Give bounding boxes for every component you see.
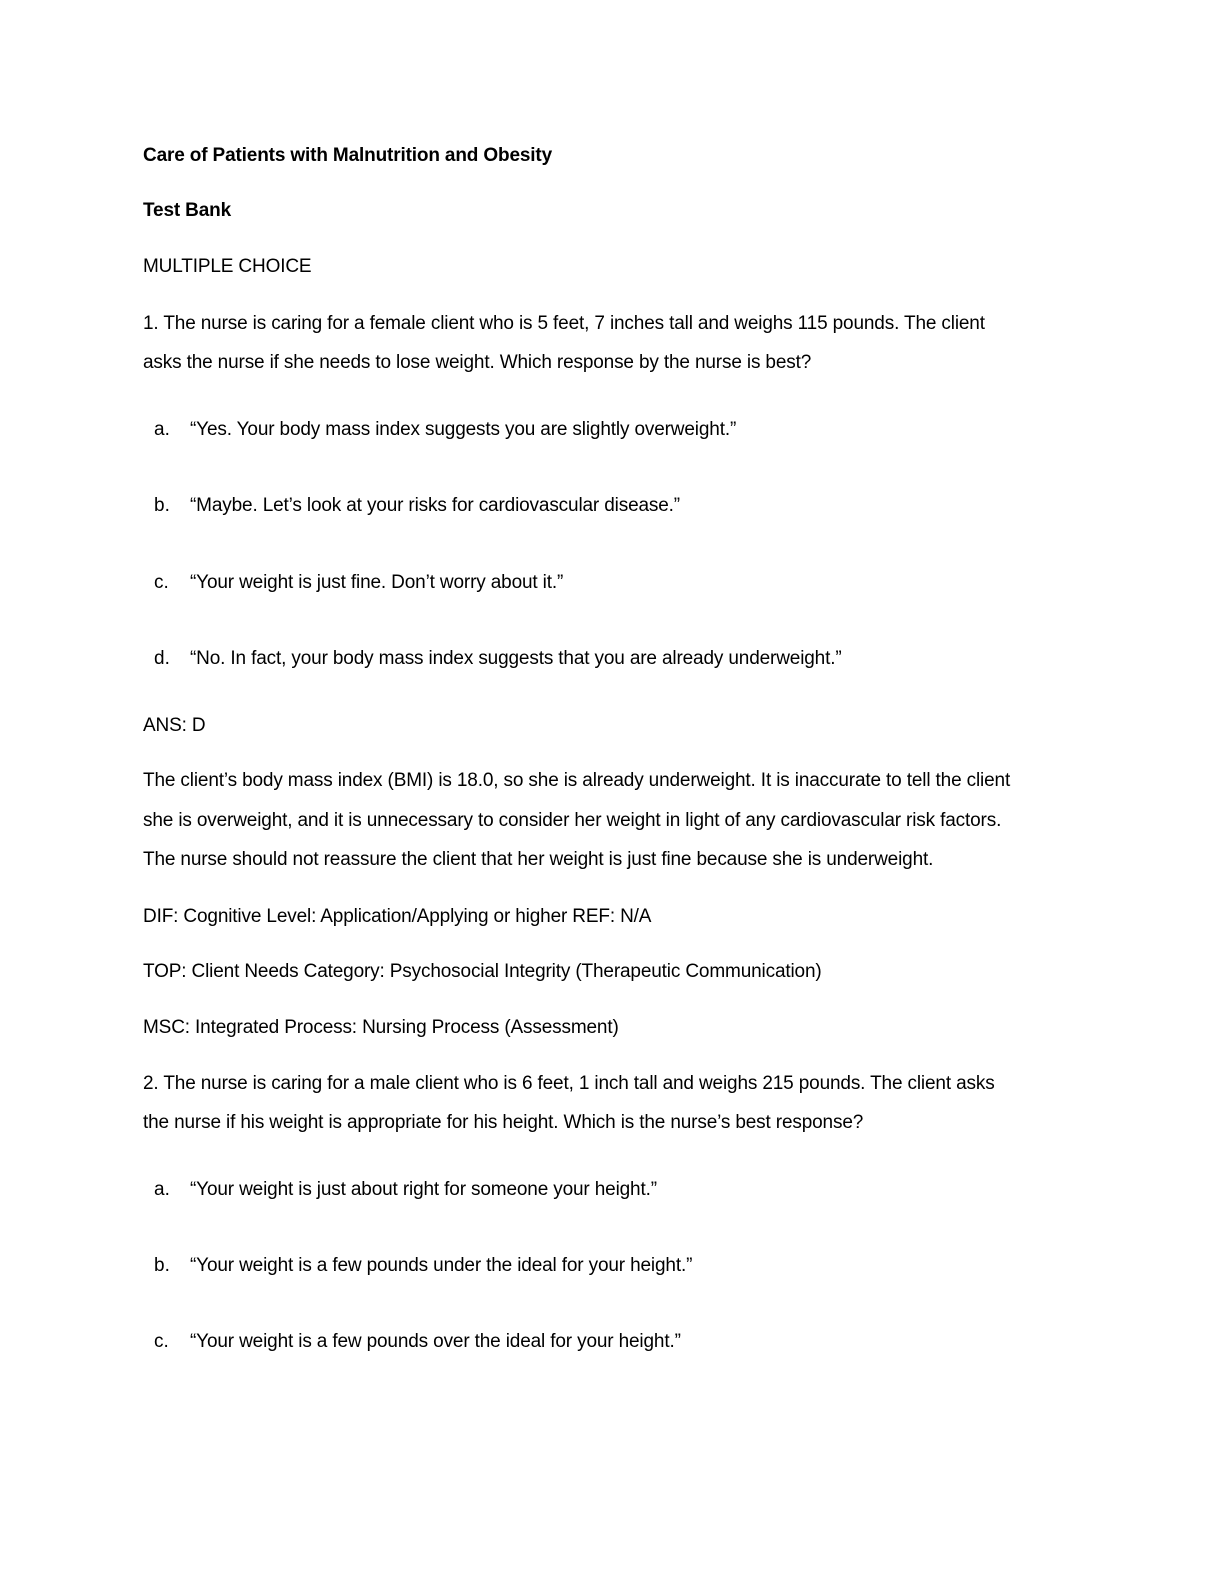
question-1-option-d-text: “No. In fact, your body mass index suggests that you are already underweight.” [190, 648, 842, 669]
question-1-misc: MSC: Integrated Process: Nursing Process (Assessment) [143, 1017, 619, 1038]
document-title: Care of Patients with Malnutrition and Obesity [143, 145, 553, 166]
question-1-rationale-line-1: The client’s body mass index (BMI) is 18.0, so she is already underweight. It is inaccurate to tell the client [143, 770, 1011, 791]
question-1-rationale-line-3: The nurse should not reassure the client that her weight is just fine because she is underweight. [143, 849, 934, 870]
question-1-option-b-text: “Maybe. Let’s look at your risks for cardiovascular disease.” [190, 495, 680, 516]
question-2-option-a-letter: a. [154, 1179, 170, 1200]
section-heading: MULTIPLE CHOICE [143, 256, 312, 277]
document-subtitle: Test Bank [143, 200, 232, 221]
question-2-option-b-letter: b. [154, 1255, 170, 1276]
question-1-stem-line-1: 1. The nurse is caring for a female client who is 5 feet, 7 inches tall and weighs 115 pounds. The client [143, 313, 985, 334]
question-2-stem-line-1: 2. The nurse is caring for a male client who is 6 feet, 1 inch tall and weighs 215 pounds. The client asks [143, 1073, 995, 1094]
question-1-option-a-text: “Yes. Your body mass index suggests you are slightly overweight.” [190, 419, 737, 440]
question-2-option-c-text: “Your weight is a few pounds over the ideal for your height.” [190, 1331, 681, 1352]
question-1-option-d-letter: d. [154, 648, 170, 669]
question-2-stem-line-2: the nurse if his weight is appropriate for his height. Which is the nurse’s best response? [143, 1112, 864, 1133]
question-1-rationale-line-2: she is overweight, and it is unnecessary to consider her weight in light of any cardiovascular risk factors. [143, 810, 1002, 831]
question-1-answer: ANS: D [143, 715, 206, 736]
question-2-option-c-letter: c. [154, 1331, 169, 1352]
question-1-option-c-text: “Your weight is just fine. Don’t worry about it.” [190, 572, 564, 593]
question-2-option-b-text: “Your weight is a few pounds under the ideal for your height.” [190, 1255, 693, 1276]
question-1-topic: TOP: Client Needs Category: Psychosocial Integrity (Therapeutic Communication) [143, 961, 822, 982]
question-1-stem-line-2: asks the nurse if she needs to lose weight. Which response by the nurse is best? [143, 352, 812, 373]
question-1-option-a-letter: a. [154, 419, 170, 440]
question-2-option-a-text: “Your weight is just about right for someone your height.” [190, 1179, 657, 1200]
question-1-difficulty: DIF: Cognitive Level: Application/Applying or higher REF: N/A [143, 906, 652, 927]
question-1-option-b-letter: b. [154, 495, 170, 516]
question-1-option-c-letter: c. [154, 572, 169, 593]
